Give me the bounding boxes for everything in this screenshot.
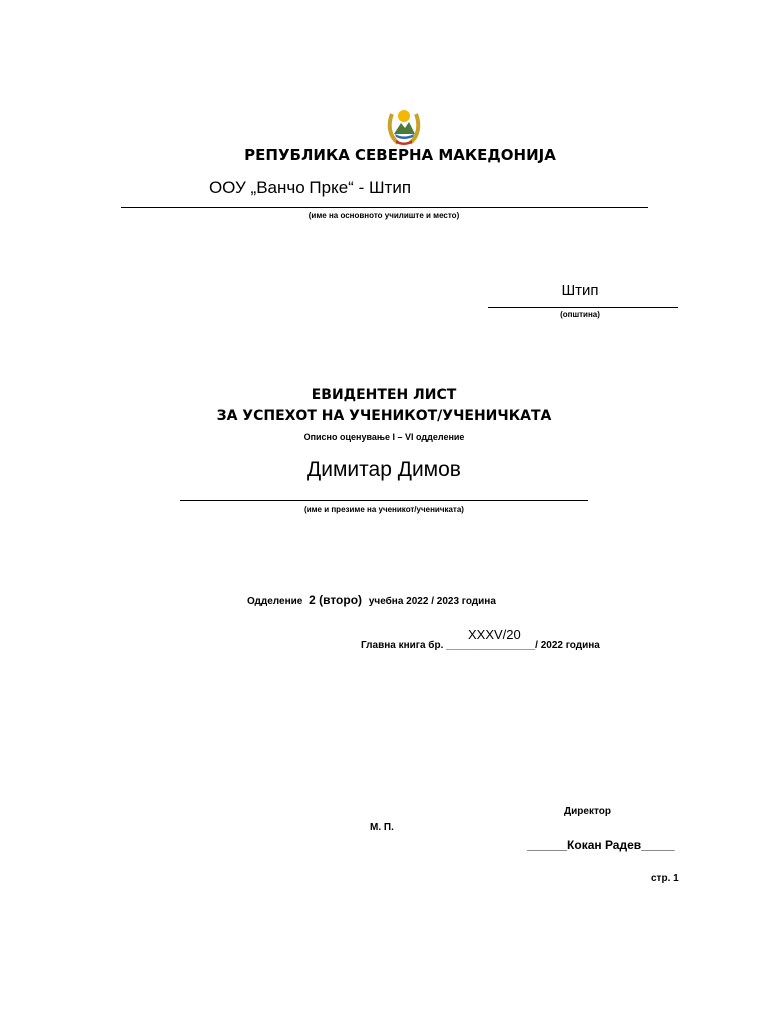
school-underline bbox=[121, 207, 648, 208]
municipality-value: Штип bbox=[561, 282, 599, 299]
register-label: Главна книга бр. bbox=[361, 640, 444, 651]
school-name: ООУ „Ванчо Прке“ - Штип bbox=[208, 178, 412, 197]
register-row bbox=[361, 640, 600, 651]
municipality-caption: (општина) bbox=[560, 310, 600, 319]
student-name: Димитар Димов bbox=[307, 458, 461, 481]
document-title-line1: ЕВИДЕНТЕН ЛИСТ bbox=[311, 387, 457, 403]
student-underline bbox=[180, 500, 588, 501]
director-name: ______Кокан Радев_____ bbox=[527, 838, 675, 852]
director-label: Директор bbox=[564, 806, 611, 817]
stamp-label: М. П. bbox=[370, 822, 394, 833]
register-year: / 2022 година bbox=[535, 640, 600, 651]
grade-label: Одделение bbox=[247, 596, 303, 607]
grade-value: 2 (второ) bbox=[309, 593, 363, 607]
coat-of-arms-icon bbox=[386, 106, 422, 146]
document-title-line2: ЗА УСПЕХОТ НА УЧЕНИКОТ/УЧЕНИЧКАТА bbox=[216, 408, 552, 424]
student-caption: (име и презиме на ученикот/ученичката) bbox=[304, 505, 464, 514]
document-subtitle: Описно оценување I – VI одделение bbox=[303, 432, 465, 442]
page-number: стр. 1 bbox=[651, 873, 679, 884]
school-caption: (име на основното училиште и место) bbox=[308, 211, 460, 220]
register-blank: ________________ bbox=[446, 640, 536, 651]
register-value: XXXV/20 bbox=[468, 627, 521, 642]
country-title: РЕПУБЛИКА СЕВЕРНА МАКЕДОНИЈА bbox=[244, 146, 556, 164]
municipality-underline bbox=[488, 307, 678, 308]
grade-row bbox=[247, 593, 496, 607]
school-year: учебна 2022 / 2023 година bbox=[368, 596, 496, 607]
